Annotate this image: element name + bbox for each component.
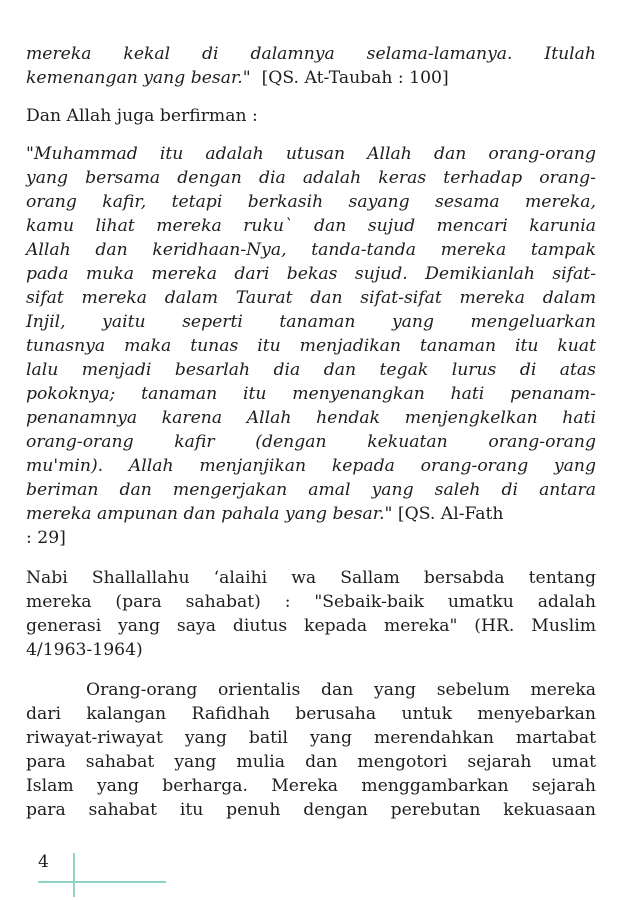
text-line: riwayat-riwayat yang batil yang merendahkan martabat [26, 728, 596, 748]
footer-vertical-rule [73, 853, 75, 897]
quote-text: mereka ampunan dan pahala yang besar." [26, 504, 393, 524]
text-line: Injil, yaitu seperti tanaman yang mengeluarkan [26, 312, 596, 332]
text-line: orang-orang kafir (dengan kekuatan orang-orang [26, 432, 596, 452]
text-line: mu'min). Allah menjanjikan kepada orang-orang yang [26, 456, 596, 476]
text-line [26, 502, 596, 526]
text-line: dari kalangan Rafidhah berusaha untuk menyebarkan [26, 704, 596, 724]
text-line [26, 66, 596, 90]
text-line: pada muka mereka dari bekas sujud. Demikianlah sifat- [26, 264, 596, 284]
footer-horizontal-rule [38, 881, 166, 883]
quran-reference: [QS. Al-Fath [397, 504, 504, 524]
text-line: penanamnya karena Allah hendak menjengkelkan hati [26, 408, 596, 428]
quote-text: kemenangan yang besar." [26, 68, 251, 88]
text-line: pokoknya; tanaman itu menyenangkan hati penanam- [26, 384, 596, 404]
text-line: "Muhammad itu adalah utusan Allah dan orang-orang [26, 144, 596, 164]
text-line: beriman dan mengerjakan amal yang saleh di antara [26, 480, 596, 500]
page-number: 4 [38, 852, 49, 872]
text-line: mereka kekal di dalamnya selama-lamanya. Itulah [26, 44, 596, 64]
text-line: kamu lihat mereka ruku` dan sujud mencari karunia [26, 216, 596, 236]
quran-reference: [QS. At-Taubah : 100] [261, 68, 449, 88]
intro-text: Dan Allah juga berfirman : [26, 106, 258, 126]
text-line: lalu menjadi besarlah dia dan tegak lurus di atas [26, 360, 596, 380]
quran-reference-cont: : 29] [26, 528, 66, 548]
text-line: sifat mereka dalam Taurat dan sifat-sifat mereka dalam [26, 288, 596, 308]
text-line: generasi yang saya diutus kepada mereka" (HR. Muslim [26, 616, 596, 636]
text-line: Nabi Shallallahu ‘alaihi wa Sallam bersabda tentang [26, 568, 596, 588]
text-line: para sahabat itu penuh dengan perebutan kekuasaan [26, 800, 596, 820]
text-line: tunasnya maka tunas itu menjadikan tanaman itu kuat [26, 336, 596, 356]
text-line: yang bersama dengan dia adalah keras terhadap orang- [26, 168, 596, 188]
text-line: Orang-orang orientalis dan yang sebelum mereka [86, 680, 596, 700]
text-line: 4/1963-1964) [26, 640, 143, 660]
text-line: para sahabat yang mulia dan mengotori sejarah umat [26, 752, 596, 772]
text-line: Islam yang berharga. Mereka menggambarkan sejarah [26, 776, 596, 796]
text-line: mereka (para sahabat) : "Sebaik-baik umatku adalah [26, 592, 596, 612]
text-line: orang kafir, tetapi berkasih sayang sesama mereka, [26, 192, 596, 212]
text-line: Allah dan keridhaan-Nya, tanda-tanda mereka tampak [26, 240, 596, 260]
